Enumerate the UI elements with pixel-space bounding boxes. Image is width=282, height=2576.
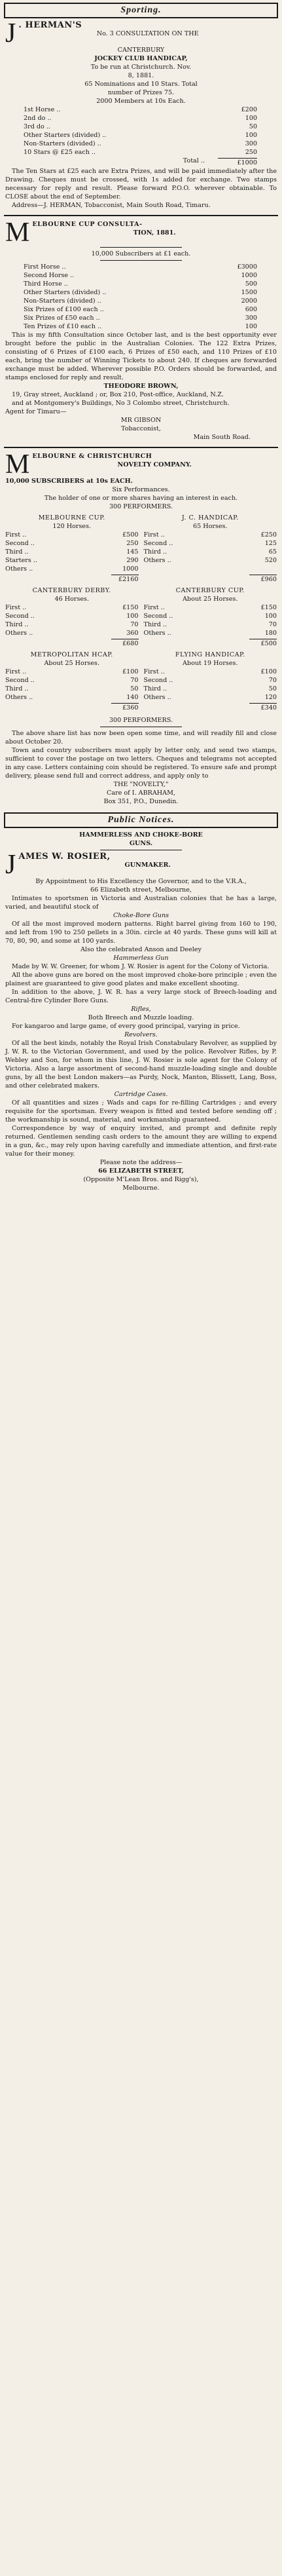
novelty-body1: The above share list has now been open some time, and will readily fill and close about October 20.	[5, 730, 277, 746]
race-row	[5, 586, 277, 648]
rosier-p8: Made by W. W. Greener, for whom J. W. Rosier is agent for the Colony of Victoria.	[12, 963, 270, 970]
rosier-p15: Of all the best kinds, notably the Royal Irish Constabulary Revolver, as supplied by J. W. R. to the Victorian Government, and used by the police. Revolver Rifles, by P. Webley and Son, for whom in this line, J. W. Rosier is sole agent for the Colony of Victoria. Also a large assortment of second-hand muzzle-loading single and double guns, by all the best London makers—as Purdy, Nock, Manton, Blissett, Lang, Boss, and other celebrated makers.	[5, 1040, 277, 1089]
melbourne-name: THEODORE BROWN,	[103, 383, 179, 390]
race-prize-row: Others .. 120	[143, 694, 277, 701]
melbourne-agent-label: Agent for Timaru—	[5, 408, 67, 415]
prize-row: First Horse .. £3000	[24, 263, 257, 271]
rosier-p14: Revolvers.	[124, 1031, 158, 1038]
race-name: METROPOLITAN HCAP.	[30, 651, 113, 658]
race-name: CANTERBURY DERBY.	[32, 587, 111, 594]
rosier-p11: Rifles,	[131, 1006, 151, 1013]
race-prize-row: Second .. 70	[143, 677, 277, 684]
rosier-p1: By Appointment to His Excellency the Governor, and to the V.R.A.,	[35, 878, 247, 885]
novelty-the: THE "NOVELTY,"	[113, 781, 169, 788]
race-prize-row: Others .. 1000	[5, 565, 139, 573]
herman-line6: 65 Nominations and 10 Stars. Total	[84, 81, 198, 88]
race-prize-row: Second .. 125	[143, 540, 277, 547]
race-horses: 120 Horses.	[52, 523, 92, 530]
melbourne-title2: TION, 1881.	[133, 229, 176, 237]
public-notices-heading: Public Notices.	[4, 812, 278, 828]
race-total: £680	[5, 637, 139, 648]
race-prize-row: Third .. 70	[143, 621, 277, 628]
divider	[4, 215, 278, 216]
rosier-p4: Choke-Bore Guns	[113, 912, 169, 919]
race-prize-row: First .. £250	[143, 531, 277, 539]
herman-line5: 8, 1881.	[128, 72, 154, 79]
race-prize-row: Third .. 145	[5, 548, 139, 556]
race-prize-row: Second .. 70	[5, 677, 139, 684]
prize-row: Third Horse .. 500	[24, 280, 257, 288]
rosier-p10: In addition to the above, J. W. R. has a very large stock of Breech-loading and Central-fire Cylinder Bore Guns.	[5, 989, 277, 1004]
melbourne-prize-list	[5, 263, 277, 331]
race-melbourne-cup	[5, 514, 139, 584]
race-total: £340	[144, 702, 277, 712]
rosier-advert	[4, 829, 278, 1194]
race-prize-row: First .. £150	[5, 604, 139, 611]
rosier-p3: Intimates to sportsmen in Victoria and Australian colonies that he has a large, varied, and beautiful stock of	[5, 895, 277, 911]
herman-line2: CANTERBURY	[117, 47, 165, 54]
novelty-body2: Town and country subscribers must apply by letter only, and send two stamps, sufficient to cover the postage on two letters. Cheques and telegrams not accepted in any case. Letters containing coin should be registered. To ensure safe and prompt delivery, please send full and correct address, and apply only to	[5, 747, 277, 780]
rosier-p22: Melbourne.	[122, 1184, 160, 1192]
rosier-p6: Also the celebrated Anson and Deeley	[80, 946, 202, 953]
rosier-p20: 66 ELIZABETH STREET,	[98, 1167, 184, 1175]
race-prize-row: Third .. 50	[5, 685, 139, 692]
sporting-heading: Sporting.	[4, 3, 278, 18]
prize-row: Non-Starters (divided) .. 300	[24, 140, 257, 147]
prize-row: Non-Starters (divided) .. 2000	[24, 297, 257, 305]
race-horses: About 25 Horses.	[183, 596, 238, 603]
race-total: £360	[5, 702, 139, 712]
prize-row: 3rd do .. 50	[24, 123, 257, 130]
rosier-p7: Hammerless Gun	[113, 955, 169, 962]
rosier-p21: (Opposite M'Lean Bros. and Rigg's),	[83, 1176, 199, 1183]
race-prize-row: First .. £100	[5, 668, 139, 675]
herman-line7: number of Prizes 75.	[107, 89, 175, 96]
race-prize-row: First .. £150	[143, 604, 277, 611]
rosier-p19: Please note the address—	[99, 1159, 183, 1166]
drop-cap-m: M	[5, 449, 30, 480]
race-name: J. C. HANDICAP.	[181, 514, 239, 521]
race-horses: About 25 Horses.	[44, 660, 99, 667]
novelty-line4: 300 PERFORMERS.	[109, 717, 173, 724]
race-jc-handicap	[144, 514, 277, 584]
herman-title: . HERMAN'S	[18, 20, 82, 30]
race-prize-row: Starters .. 290	[5, 557, 139, 564]
race-total: £500	[144, 637, 277, 648]
race-prize-row: Others .. 360	[5, 630, 139, 637]
prize-row: 1st Horse .. £200	[24, 106, 257, 113]
drop-cap-j: J	[5, 18, 16, 48]
novelty-line2: The holder of one or more shares having an interest in each.	[44, 495, 238, 502]
novelty-care: Care of I. ABRAHAM,	[107, 789, 175, 797]
race-name: FLYING HANDICAP.	[175, 651, 245, 658]
rosier-p16: Cartridge Cases.	[114, 1091, 168, 1098]
herman-address: Address—J. HERMAN, Tobacconist, Main South Road, Timaru.	[12, 202, 211, 209]
divider	[100, 260, 182, 261]
novelty-line3: 300 PERFORMERS.	[109, 503, 173, 510]
rosier-title2: GUNMAKER.	[124, 862, 171, 869]
race-prize-row: Others .. 180	[143, 630, 277, 637]
race-row	[5, 514, 277, 584]
race-name: MELBOURNE CUP.	[38, 514, 105, 521]
prize-row: Second Horse .. 1000	[24, 272, 257, 279]
melbourne-agent-name: MR GIBSON	[120, 417, 162, 424]
race-prize-row: Others .. 520	[143, 557, 277, 564]
divider	[4, 447, 278, 448]
race-prize-row: Others .. 140	[5, 694, 139, 701]
race-prize-row: First .. £100	[143, 668, 277, 675]
race-prize-row: Third .. 70	[5, 621, 139, 628]
rosier-p9: All the above guns are bored on the most improved choke-bore principle ; even the plainest are guaranteed to give good plates and make excellent shooting.	[5, 972, 277, 987]
herman-prize-list	[5, 105, 277, 167]
novelty-box: Box 351, P.O., Dunedin.	[103, 798, 179, 805]
drop-cap-m: M	[5, 218, 30, 248]
melbourne-title: ELBOURNE CUP CONSULTA-	[32, 221, 143, 228]
prize-row: Six Prizes of £100 each .. 600	[24, 306, 257, 313]
divider	[100, 247, 182, 248]
herman-body: The Ten Stars at £25 each are Extra Prizes, and will be paid immediately after the Drawing. Cheques must be crossed, with 1s added for exchange. Two stamps necessary for reply and result. Please forward P.O.O. wherever obtainable. To CLOSE about the end of September.	[5, 168, 277, 200]
rosier-p13: For kangaroo and large game, of every good principal, varying in price.	[12, 1023, 240, 1030]
prize-row: Other Starters (divided) .. 100	[24, 132, 257, 139]
prize-row: Six Prizes of £50 each .. 300	[24, 314, 257, 322]
race-horses: About 19 Horses.	[183, 660, 238, 667]
herman-line3: JOCKEY CLUB HANDICAP,	[94, 55, 188, 62]
rosier-heading1: HAMMERLESS AND CHOKE-BORE	[79, 831, 203, 839]
race-horses: 65 Horses.	[192, 523, 228, 530]
rosier-title: AMES W. ROSIER,	[18, 852, 111, 862]
herman-line4: To be run at Christchurch. Nov.	[90, 64, 192, 71]
race-flying-handicap	[144, 651, 277, 712]
prize-row: Other Starters (divided) .. 1500	[24, 289, 257, 296]
rosier-p2: 66 Elizabeth street, Melbourne,	[90, 886, 192, 894]
prize-total: Total .. £1000	[183, 157, 257, 166]
prize-row: Ten Prizes of £10 each .. 100	[24, 323, 257, 330]
herman-line1: No. 3 CONSULTATION ON THE	[96, 30, 199, 37]
race-total: £2160	[5, 573, 139, 584]
race-name: CANTERBURY CUP.	[175, 587, 245, 594]
herman-line8: 2000 Members at 10s Each.	[96, 98, 186, 105]
prize-row: 2nd do .. 100	[24, 115, 257, 122]
race-prize-row: First .. £500	[5, 531, 139, 539]
drop-cap-j: J	[5, 850, 16, 880]
melbourne-cup-advert	[4, 219, 278, 443]
newspaper-page	[0, 3, 282, 2576]
novelty-title: ELBOURNE & CHRISTCHURCH	[32, 453, 152, 460]
prize-row: 10 Stars @ £25 each .. 250	[24, 149, 257, 156]
race-prize-row: Second .. 100	[5, 613, 139, 620]
race-row	[5, 651, 277, 712]
race-metropolitan-hcap	[5, 651, 139, 712]
melbourne-addr2: and at Montgomery's Buildings, No 3 Colombo street, Christchurch.	[12, 400, 230, 407]
race-prize-row: Second .. 100	[143, 613, 277, 620]
herman-advert	[4, 20, 278, 211]
novelty-line1: Six Performances.	[112, 486, 170, 493]
rosier-p17: Of all quantities and sizes ; Wads and caps for re-filling Cartridges ; and every requisite for the sportsman. Every weapon is fitted and tested before sending off ; the workmanship is sound, material, and workmanship guaranteed.	[5, 1099, 277, 1124]
rosier-p5: Of all the most improved modern patterns. Right barrel giving from 160 to 190, and left from 190 to 250 pellets in a 30in. circle at 40 yards. These guns will kill at 70, 80, 90, and some at 100 yards.	[5, 920, 277, 945]
melbourne-subtitle: 10,000 Subscribers at £1 each.	[91, 250, 191, 257]
race-horses: 46 Horses.	[54, 596, 90, 603]
rosier-p12: Both Breech and Muzzle loading.	[88, 1014, 194, 1021]
rosier-heading2: GUNS.	[129, 840, 153, 847]
melbourne-agent-line2: Main South Road.	[193, 434, 251, 441]
race-prize-row: Second .. 250	[5, 540, 139, 547]
melbourne-body: This is my fifth Consultation since October last, and is the best opportunity ever brought before the public in the Australian Colonies. The 122 Extra Prizes, consisting of 6 Prizes of £100 each, 6 Prizes of £50 each, and 110 Prizes of £10 each, bring the number of Winning Tickets to about 240. If cheques are forwarded exchange must be added. Wherever possible P.O. Orders should be forwarded, and stamps enclosed for reply and result.	[5, 331, 277, 381]
novelty-advert	[4, 451, 278, 807]
melbourne-agent-line1: Tobacconist,	[121, 425, 161, 432]
race-prize-row: Third .. 50	[143, 685, 277, 692]
race-total: £960	[144, 573, 277, 584]
novelty-title3: 10,000 SUBSCRIBERS at 10s EACH.	[5, 478, 133, 485]
rosier-p18: Correspondence by way of enquiry invited, and prompt and definite reply returned. Gentlemen sending cash orders to the amount they are willing to expend in a gun, &c., may rely upon having carefully and immediate attention, and first-rate value for their money.	[5, 1125, 277, 1158]
race-canterbury-derby	[5, 586, 139, 648]
race-canterbury-cup	[144, 586, 277, 648]
novelty-title2: NOVELTY COMPANY.	[117, 461, 192, 468]
race-prize-row: Third .. 65	[143, 548, 277, 556]
melbourne-addr1: 19, Gray street, Auckland ; or, Box 210, Post-office, Auckland, N.Z.	[12, 391, 224, 398]
